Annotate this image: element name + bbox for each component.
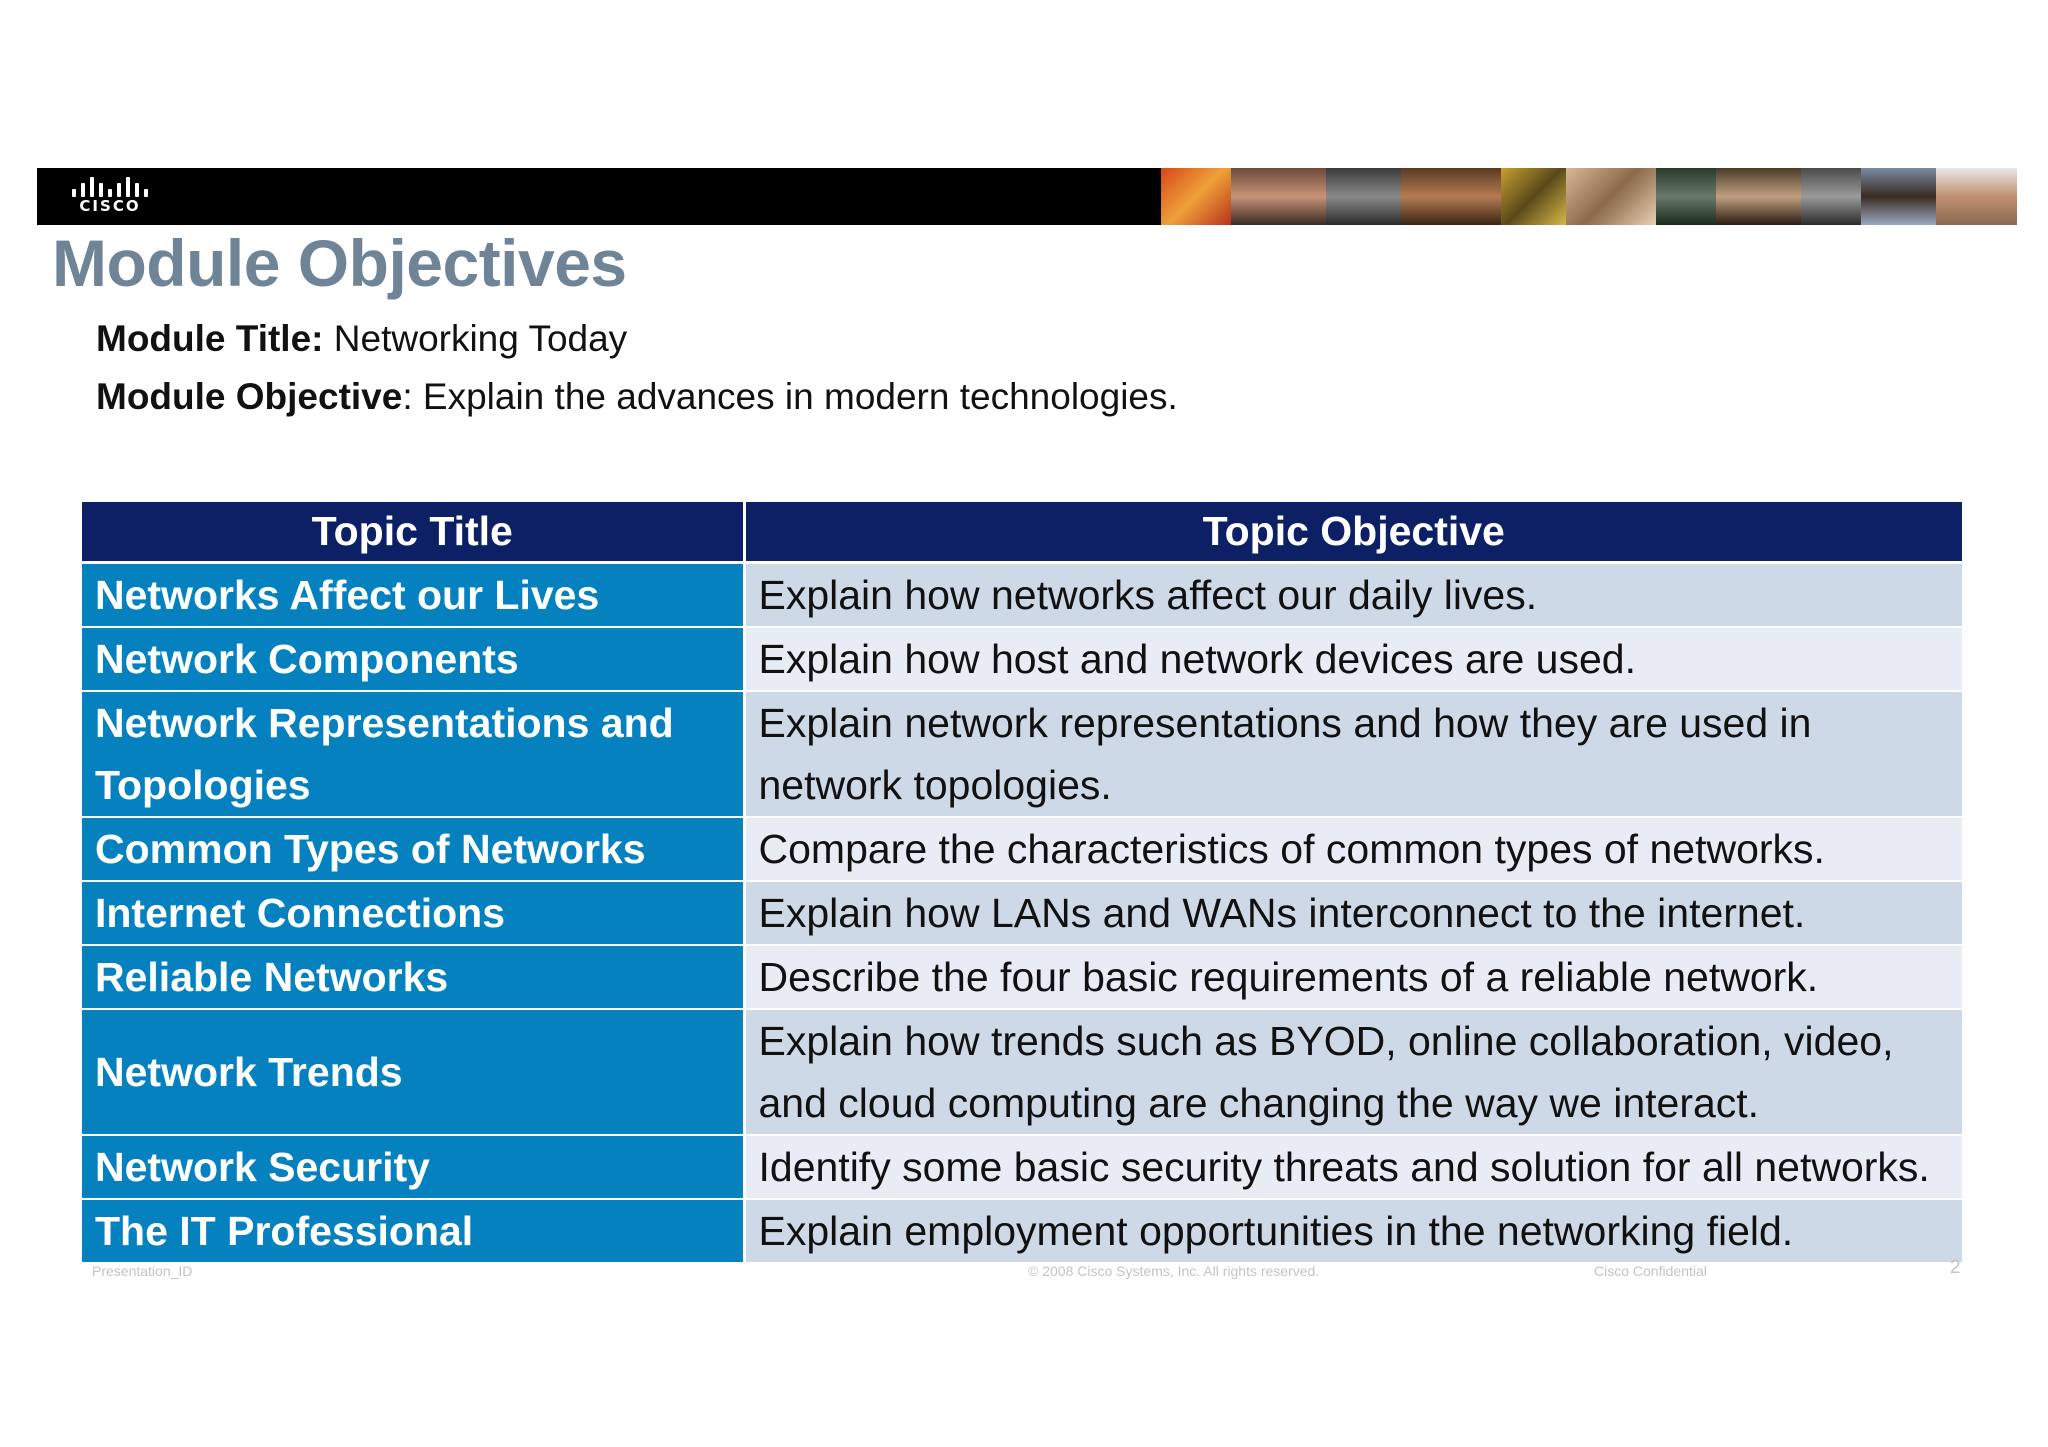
- cisco-logo: [65, 177, 155, 217]
- page-title: Module Objectives: [52, 226, 627, 300]
- topic-objective-cell: Describe the four basic requirements of a reliable network.: [744, 945, 1962, 1009]
- topic-objective-cell: Explain employment opportunities in the networking field.: [744, 1199, 1962, 1263]
- header-banner: [37, 168, 2017, 225]
- topic-title-cell: Reliable Networks: [82, 945, 744, 1009]
- table-row: [82, 817, 1962, 881]
- topic-title-cell: Internet Connections: [82, 881, 744, 945]
- topic-title-cell: Network Trends: [82, 1009, 744, 1135]
- topic-objective-cell: Explain network representations and how they are used in network topologies.: [744, 691, 1962, 817]
- topic-title-cell: Networks Affect our Lives: [82, 562, 744, 627]
- topic-objective-cell: Explain how LANs and WANs interconnect to the internet.: [744, 881, 1962, 945]
- module-title-value: Networking Today: [333, 318, 628, 359]
- footer-confidential: Cisco Confidential: [1594, 1263, 1707, 1279]
- module-objective-line: [96, 376, 1178, 418]
- table-row: [82, 1135, 1962, 1199]
- topic-objective-cell: Explain how trends such as BYOD, online collaboration, video, and cloud computing are changing the way we interact.: [744, 1009, 1962, 1135]
- table-header-row: [82, 502, 1962, 562]
- table-row: [82, 1009, 1962, 1135]
- topic-title-cell: The IT Professional: [82, 1199, 744, 1263]
- module-objective-value: : Explain the advances in modern technologies.: [402, 376, 1178, 417]
- topic-title-cell: Network Representations and Topologies: [82, 691, 744, 817]
- people-photo-strip: [1161, 168, 2017, 225]
- topic-title-cell: Common Types of Networks: [82, 817, 744, 881]
- page-number: 2: [1950, 1257, 1961, 1278]
- topic-title-cell: Network Security: [82, 1135, 744, 1199]
- header-topic-title: Topic Title: [82, 502, 744, 562]
- module-title-line: [96, 318, 627, 360]
- header-topic-objective: Topic Objective: [744, 502, 1962, 562]
- table-row: [82, 881, 1962, 945]
- footer-presentation-id: Presentation_ID: [92, 1263, 193, 1279]
- module-title-label: Module Title:: [96, 318, 324, 359]
- table-row: [82, 691, 1962, 817]
- module-objective-label: Module Objective: [96, 376, 403, 417]
- table-row: [82, 627, 1962, 691]
- table-row: [82, 562, 1962, 627]
- table-row: [82, 1199, 1962, 1263]
- cisco-wordmark: CISCO: [79, 197, 141, 215]
- cisco-bars-icon: [65, 177, 155, 197]
- topic-objective-cell: Explain how networks affect our daily lives.: [744, 562, 1962, 627]
- topic-objective-cell: Compare the characteristics of common types of networks.: [744, 817, 1962, 881]
- table-row: [82, 945, 1962, 1009]
- footer-copyright: © 2008 Cisco Systems, Inc. All rights reserved.: [1028, 1263, 1320, 1279]
- topics-table: [82, 502, 1962, 1264]
- topic-objective-cell: Identify some basic security threats and solution for all networks.: [744, 1135, 1962, 1199]
- topic-objective-cell: Explain how host and network devices are used.: [744, 627, 1962, 691]
- topic-title-cell: Network Components: [82, 627, 744, 691]
